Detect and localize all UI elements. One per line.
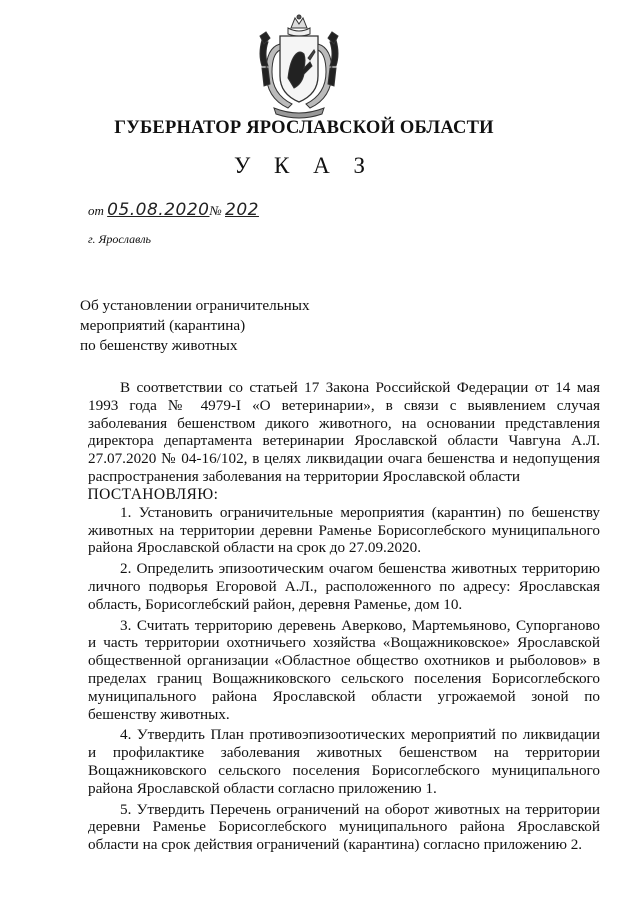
document-date: 05.08.2020 bbox=[107, 200, 210, 220]
decree-item-2: 2. Определить эпизоотическим очагом бешенства животных территорию личного подворья Егоровой А.Л., расположенного по адресу: Ярославская область, Борисоглебский район, деревня Раменье, дом 10. bbox=[88, 560, 600, 613]
decree-item-1: 1. Установить ограничительные мероприятия (карантин) по бешенству животных на территории деревни Раменье Борисоглебского муниципального района Ярославской области на срок до 27.09.2020. bbox=[88, 503, 600, 557]
document-number: 202 bbox=[225, 200, 259, 220]
preamble-paragraph: В соответствии со статьей 17 Закона Российской Федерации от 14 мая 1993 года № 4979-I «О ветеринарии», в связи с выявлением случая заболевания бешенством дикого животного, на основании представления директора департамента ветеринарии Ярославской области Чавгуна А.Л. 27.07.2020 № 04-16/102, в целях ликвидации очага бешенства и недопущения распространения заболевания на территории Ярославской области bbox=[88, 379, 600, 485]
decree-word: ПОСТАНОВЛЯЮ: bbox=[87, 485, 219, 503]
number-label: № bbox=[209, 203, 222, 218]
document-type-title: У К А З bbox=[233, 153, 374, 178]
city-label: г. Ярославль bbox=[88, 232, 152, 246]
subject-line: по бешенству животных bbox=[80, 337, 238, 354]
document-subject bbox=[80, 296, 380, 356]
from-label: от bbox=[88, 203, 104, 218]
subject-line: Об установлении ограничительных bbox=[80, 297, 310, 314]
coat-of-arms-emblem bbox=[258, 14, 340, 120]
decree-item-4: 4. Утвердить План противоэпизоотических мероприятий по ликвидации и профилактике заболевания животных бешенством на территории Вощажниковского сельского поселения Борисоглебского муниципального района Ярославской области согласно приложению 1. bbox=[88, 726, 600, 797]
subject-line: мероприятий (карантина) bbox=[80, 317, 246, 334]
decree-item-5: 5. Утвердить Перечень ограничений на оборот животных на территории деревни Раменье Борисоглебского муниципального района Ярославской области на срок действия ограничений (карантина) согласно приложению 2. bbox=[88, 800, 600, 854]
governor-title: ГУБЕРНАТОР ЯРОСЛАВСКОЙ ОБЛАСТИ bbox=[114, 118, 494, 138]
decree-item-3: 3. Считать территорию деревень Аверково, Мартемьяново, Супорганово и часть территории охотничьего хозяйства «Вощажниковское» Ярославской общественной организации «Областное общество охотников и рыболовов» в пределах границ Вощажниковского сельского поселения Борисоглебского муниципального района Ярославской области угрожаемой зоной по бешенству животных. bbox=[88, 616, 600, 723]
document-number-line bbox=[88, 200, 259, 220]
document-body bbox=[88, 379, 600, 854]
